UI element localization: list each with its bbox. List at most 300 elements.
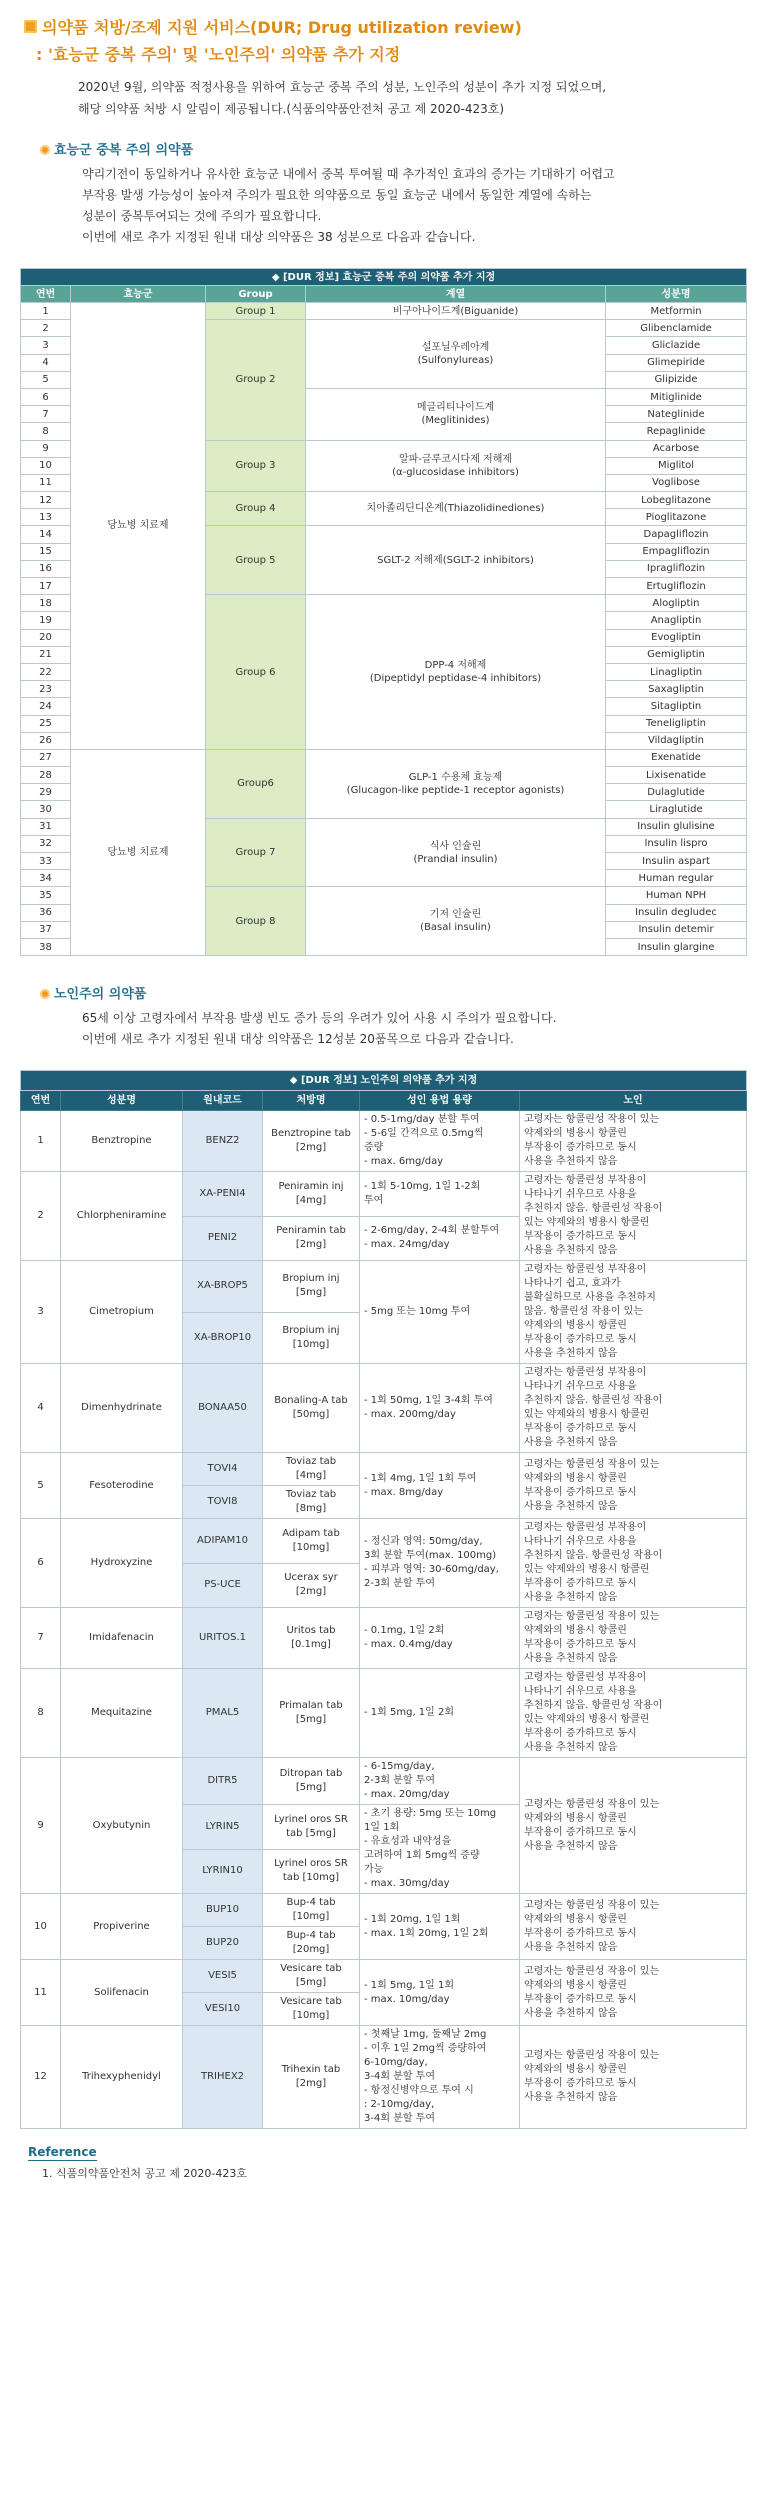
row-number: 4 xyxy=(21,354,71,371)
paragraph-line: 성분이 중복투여되는 것에 주의가 필요합니다. xyxy=(82,209,322,223)
class-cell xyxy=(306,440,606,492)
dose-line: - 1회 5mg, 1일 1회 xyxy=(364,1979,455,1991)
ingredient-cell: Glipizide xyxy=(606,371,747,388)
dose-cell xyxy=(360,2026,520,2129)
note-line: 약제와의 병용시 항콜린 xyxy=(524,1625,627,1637)
note-line: 나타나기 쉬우므로 사용을 xyxy=(524,1536,637,1548)
dose-line: - 0.5-1mg/day 분할 투여 xyxy=(364,1114,480,1126)
hospital-code: VESI5 xyxy=(183,1960,263,1993)
note-line: 부작용이 증가하므로 동시 xyxy=(524,2078,637,2090)
row-number: 11 xyxy=(21,1960,61,2026)
product-cell xyxy=(263,1111,360,1172)
class-line: 치아졸리딘디온계(Thiazolidinediones) xyxy=(366,503,545,515)
dose-line: 3회 분할 투여(max. 100mg) xyxy=(364,1550,497,1562)
hospital-code: XA-PENI4 xyxy=(183,1172,263,1217)
note-line: 불확실하므로 사용을 추천하지 xyxy=(524,1292,656,1304)
page-title: 의약품 처방/조제 지원 서비스(DUR; Drug utilization review) xyxy=(42,18,522,37)
note-line: 사용을 추천하지 않음 xyxy=(524,1592,618,1604)
product-line: [5mg] xyxy=(295,1714,327,1726)
product-line: Benztropine tab xyxy=(271,1128,351,1140)
dose-line: - 유효성과 내약성을 xyxy=(364,1836,452,1848)
note-line: 사용을 추천하지 않음 xyxy=(524,2092,618,2104)
dose-cell xyxy=(360,1519,520,1608)
row-number: 16 xyxy=(21,560,71,577)
note-line: 사용을 추천하지 않음 xyxy=(524,1348,618,1360)
ingredient-cell: Lobeglitazone xyxy=(606,492,747,509)
dose-cell xyxy=(360,1453,520,1519)
row-number: 4 xyxy=(21,1364,61,1453)
ingredient-cell: Human NPH xyxy=(606,887,747,904)
intro-line: 해당 의약품 처방 시 알림이 제공됩니다.(식품의약품안전처 공고 제 2020-423호) xyxy=(78,102,505,116)
product-line: tab [10mg] xyxy=(282,1872,340,1884)
ingredient-cell: Insulin glargine xyxy=(606,938,747,955)
elderly-note-cell xyxy=(520,1111,747,1172)
ingredient-cell: Ipragliflozin xyxy=(606,560,747,577)
class-cell xyxy=(306,492,606,526)
product-cell xyxy=(263,1312,360,1364)
product-line: Bup-4 tab xyxy=(286,1930,336,1942)
section2-text xyxy=(20,1004,746,1050)
class-line: (α-glucosidase inhibitors) xyxy=(392,466,519,478)
dose-line: - max. 1회 20mg, 1일 2회 xyxy=(364,1927,489,1939)
col-header: 노인 xyxy=(520,1091,747,1111)
product-cell xyxy=(263,1927,360,1960)
note-line: 나타나기 쉽고, 효과가 xyxy=(524,1278,621,1290)
product-cell xyxy=(263,1486,360,1519)
col-header: 성분명 xyxy=(61,1091,183,1111)
ingredient-cell: Ertugliflozin xyxy=(606,578,747,595)
hospital-code: XA-BROP10 xyxy=(183,1312,263,1364)
hospital-code: TOVI4 xyxy=(183,1453,263,1486)
row-number: 3 xyxy=(21,337,71,354)
row-number: 10 xyxy=(21,457,71,474)
product-line: [4mg] xyxy=(295,1470,327,1482)
dose-line: - max. 10mg/day xyxy=(364,1993,450,2005)
ingredient-cell: Mitiglinide xyxy=(606,388,747,405)
group-cell: Group 1 xyxy=(206,303,306,320)
row-number: 9 xyxy=(21,440,71,457)
row-number: 32 xyxy=(21,835,71,852)
section-heading-duplication xyxy=(20,142,746,160)
intro-line: 2020년 9월, 의약품 적정사용을 위하여 효능군 중복 주의 성분, 노인주의 성분이 추가 지정 되었으며, xyxy=(78,80,607,94)
table-row xyxy=(21,1894,747,1927)
table-row xyxy=(21,1758,747,1805)
ingredient-cell: Pioglitazone xyxy=(606,509,747,526)
class-line: 기저 인슐린 xyxy=(429,909,482,921)
hospital-code: PS-UCE xyxy=(183,1563,263,1608)
elderly-note-cell xyxy=(520,1608,747,1669)
note-line: 사용을 추천하지 않음 xyxy=(524,1653,618,1665)
hospital-code: ADIPAM10 xyxy=(183,1519,263,1564)
dose-line: - max. 200mg/day xyxy=(364,1409,456,1421)
ingredient-cell: Insulin degludec xyxy=(606,904,747,921)
intro-text xyxy=(20,70,746,120)
class-cell xyxy=(306,887,606,956)
product-line: Uritos tab xyxy=(286,1625,336,1637)
product-line: [5mg] xyxy=(295,1287,327,1299)
dose-line: - 1회 20mg, 1일 1회 xyxy=(364,1913,461,1925)
product-line: tab [5mg] xyxy=(286,1827,336,1839)
ingredient-cell: Dulaglutide xyxy=(606,784,747,801)
ingredient-cell: Repaglinide xyxy=(606,423,747,440)
class-cell xyxy=(306,526,606,595)
class-cell xyxy=(306,303,606,320)
row-number: 8 xyxy=(21,423,71,440)
ingredient-cell: Human regular xyxy=(606,870,747,887)
dose-cell xyxy=(360,1894,520,1960)
note-line: 약제와의 병용시 항콜린 xyxy=(524,1472,627,1484)
dose-line: - 초기 용량: 5mg 또는 10mg xyxy=(364,1808,497,1820)
class-line: (Dipeptidyl peptidase-4 inhibitors) xyxy=(369,673,542,685)
dose-line: - 0.1mg, 1일 2회 xyxy=(364,1625,445,1637)
note-line: 사용을 추천하지 않음 xyxy=(524,2007,618,2019)
product-cell xyxy=(263,1453,360,1486)
note-line: 부작용이 증가하므로 동시 xyxy=(524,1486,637,1498)
row-number: 31 xyxy=(21,818,71,835)
reference-section xyxy=(20,2145,746,2181)
row-number: 24 xyxy=(21,698,71,715)
class-cell xyxy=(306,388,606,440)
product-line: Vesicare tab xyxy=(280,1963,342,1975)
ingredient-cell: Glimepiride xyxy=(606,354,747,371)
table-row xyxy=(21,1960,747,1993)
row-number: 37 xyxy=(21,921,71,938)
product-line: [20mg] xyxy=(292,1944,330,1956)
hospital-code: LYRIN10 xyxy=(183,1849,263,1894)
note-line: 부작용이 증가하므로 동시 xyxy=(524,1142,637,1154)
row-number: 19 xyxy=(21,612,71,629)
row-number: 11 xyxy=(21,474,71,491)
row-number: 23 xyxy=(21,681,71,698)
note-line: 부작용이 증가하므로 동시 xyxy=(524,1231,637,1243)
note-line: 고령자는 항콜린성 부작용이 xyxy=(524,1672,647,1684)
note-line: 추천하지 않음. 항콜린성 작용이 xyxy=(524,1550,663,1562)
section-heading-elderly xyxy=(20,986,746,1004)
product-cell xyxy=(263,1758,360,1805)
row-number: 2 xyxy=(21,320,71,337)
dose-line: - max. 6mg/day xyxy=(364,1156,444,1168)
hospital-code: XA-BROP5 xyxy=(183,1261,263,1313)
row-number: 17 xyxy=(21,578,71,595)
note-line: 고령자는 항콜린성 작용이 있는 xyxy=(524,1899,660,1911)
col-header: 연번 xyxy=(21,286,71,303)
dose-line: 3-4회 분할 투여 xyxy=(364,2071,435,2083)
ingredient-cell: Alogliptin xyxy=(606,595,747,612)
row-number: 7 xyxy=(21,406,71,423)
table-row xyxy=(21,1453,747,1486)
class-line: (Basal insulin) xyxy=(420,922,491,934)
class-line: 식사 인슐린 xyxy=(429,840,482,852)
hospital-code: BUP20 xyxy=(183,1927,263,1960)
product-cell xyxy=(263,1216,360,1261)
product-line: [0.1mg] xyxy=(291,1639,331,1651)
ingredient-cell: Gliclazide xyxy=(606,337,747,354)
note-line: 사용을 추천하지 않음 xyxy=(524,1500,618,1512)
dose-line: - max. 20mg/day xyxy=(364,1789,450,1801)
product-line: [2mg] xyxy=(295,1142,327,1154)
ingredient-cell: Empagliflozin xyxy=(606,543,747,560)
dose-cell xyxy=(360,1608,520,1669)
note-line: 부작용이 증가하므로 동시 xyxy=(524,1826,637,1838)
dose-cell xyxy=(360,1364,520,1453)
row-number: 1 xyxy=(21,1111,61,1172)
dose-line: 1일 1회 xyxy=(364,1822,400,1834)
ingredient-name: Benztropine xyxy=(61,1111,183,1172)
section1-text xyxy=(20,160,746,248)
product-line: [10mg] xyxy=(292,1541,330,1553)
note-line: 부작용이 증가하므로 동시 xyxy=(524,1578,637,1590)
elderly-note-cell xyxy=(520,2026,747,2129)
table-row xyxy=(21,1364,747,1453)
dose-line: - 피부과 영역: 30-60mg/day, xyxy=(364,1564,499,1576)
efficacy-group-cell: 당뇨병 치료제 xyxy=(71,749,206,955)
dose-line: - 항정신병약으로 투여 시 xyxy=(364,2085,474,2097)
dose-line: 증량 xyxy=(364,1142,384,1154)
ingredient-cell: Sitagliptin xyxy=(606,698,747,715)
dose-line: - 2-6mg/day, 2-4회 분할투여 xyxy=(364,1225,500,1237)
row-number: 12 xyxy=(21,2026,61,2129)
product-cell xyxy=(263,1960,360,1993)
elderly-note-cell xyxy=(520,1519,747,1608)
hospital-code: DITR5 xyxy=(183,1758,263,1805)
dose-cell xyxy=(360,1805,520,1894)
paragraph-line: 이번에 새로 추가 지정된 원내 대상 의약품은 12성분 20품목으로 다음과 같습니다. xyxy=(82,1032,514,1047)
note-line: 사용을 추천하지 않음 xyxy=(524,1245,618,1257)
class-line: 알파-글루코시다제 저해제 xyxy=(398,453,513,465)
class-line: (Glucagon-like peptide-1 receptor agonists) xyxy=(346,784,565,796)
table-row xyxy=(21,1669,747,1758)
row-number: 6 xyxy=(21,1519,61,1608)
note-line: 고령자는 항콜린성 부작용이 xyxy=(524,1175,647,1187)
dose-line: - 1회 5-10mg, 1일 1-2회 xyxy=(364,1180,481,1192)
table-row xyxy=(21,2026,747,2129)
ingredient-cell: Dapagliflozin xyxy=(606,526,747,543)
note-line: 않음. 항콜린성 작용이 있는 xyxy=(524,1306,643,1318)
dose-cell xyxy=(360,1216,520,1261)
row-number: 27 xyxy=(21,749,71,766)
dose-line: - 이후 1일 2mg씩 증량하여 xyxy=(364,2043,487,2055)
note-line: 고령자는 항콜린성 부작용이 xyxy=(524,1522,647,1534)
hospital-code: TRIHEX2 xyxy=(183,2026,263,2129)
elderly-note-cell xyxy=(520,1960,747,2026)
ingredient-cell: Linagliptin xyxy=(606,663,747,680)
product-line: Peniramin tab xyxy=(276,1225,346,1237)
dose-line: 2-3회 분할 투여 xyxy=(364,1578,435,1590)
product-line: Ucerax syr xyxy=(284,1572,338,1584)
dose-line: - 1회 5mg, 1일 2회 xyxy=(364,1707,455,1719)
product-line: [10mg] xyxy=(292,1911,330,1923)
ingredient-cell: Vildagliptin xyxy=(606,732,747,749)
dose-line: - 5mg 또는 10mg 투여 xyxy=(364,1306,471,1318)
section-bullet-icon xyxy=(40,989,50,999)
elderly-note-cell xyxy=(520,1758,747,1894)
col-header: 계열 xyxy=(306,286,606,303)
row-number: 14 xyxy=(21,526,71,543)
dose-line: - max. 24mg/day xyxy=(364,1239,450,1251)
product-line: [8mg] xyxy=(295,1503,327,1515)
dose-line: - max. 30mg/day xyxy=(364,1878,450,1890)
elderly-note-cell xyxy=(520,1364,747,1453)
note-line: 약제와의 병용시 항콜린 xyxy=(524,1320,627,1332)
dose-line: 가능 xyxy=(364,1864,384,1876)
product-line: [10mg] xyxy=(292,2010,330,2022)
note-line: 약제와의 병용시 항콜린 xyxy=(524,2064,627,2076)
row-number: 1 xyxy=(21,303,71,320)
note-line: 부작용이 증가하므로 동시 xyxy=(524,1334,637,1346)
product-cell xyxy=(263,1993,360,2026)
product-line: Bup-4 tab xyxy=(286,1897,336,1909)
page-subtitle: : '효능군 중복 주의' 및 '노인주의' 의약품 추가 지정 xyxy=(36,45,401,64)
note-line: 사용을 추천하지 않음 xyxy=(524,1156,618,1168)
hospital-code: TOVI8 xyxy=(183,1486,263,1519)
ingredient-cell: Evogliptin xyxy=(606,629,747,646)
ingredient-cell: Teneligliptin xyxy=(606,715,747,732)
class-line: SGLT-2 저해제(SGLT-2 inhibitors) xyxy=(377,554,534,566)
row-number: 5 xyxy=(21,1453,61,1519)
row-number: 6 xyxy=(21,388,71,405)
table-row xyxy=(21,1261,747,1313)
class-cell xyxy=(306,818,606,887)
dose-line: - 6-15mg/day, xyxy=(364,1761,435,1773)
paragraph-line: 부작용 발생 가능성이 높아져 주의가 필요한 의약품으로 동일 효능군 내에서 동일한 계열에 속하는 xyxy=(82,188,592,202)
note-line: 사용을 추천하지 않음 xyxy=(524,1840,618,1852)
dose-line: - 첫째날 1mg, 둘째날 2mg xyxy=(364,2029,487,2041)
row-number: 10 xyxy=(21,1894,61,1960)
row-number: 26 xyxy=(21,732,71,749)
col-header: 연번 xyxy=(21,1091,61,1111)
row-number: 29 xyxy=(21,784,71,801)
ingredient-cell: Acarbose xyxy=(606,440,747,457)
note-line: 추천하지 않음. 항콜린성 작용이 xyxy=(524,1700,663,1712)
hospital-code: VESI10 xyxy=(183,1993,263,2026)
note-line: 고령자는 항콜린성 부작용이 xyxy=(524,1264,647,1276)
class-line: 설포닐우레아계 xyxy=(421,342,490,354)
note-line: 약제와의 병용시 항콜린 xyxy=(524,1913,627,1925)
group-cell: Group 4 xyxy=(206,492,306,526)
class-cell xyxy=(306,749,606,818)
row-number: 30 xyxy=(21,801,71,818)
note-line: 부작용이 증가하므로 동시 xyxy=(524,1927,637,1939)
row-number: 22 xyxy=(21,663,71,680)
elderly-note-cell xyxy=(520,1172,747,1261)
product-line: Vesicare tab xyxy=(280,1996,342,2008)
dose-cell xyxy=(360,1758,520,1805)
row-number: 25 xyxy=(21,715,71,732)
ingredient-name: Mequitazine xyxy=(61,1669,183,1758)
row-number: 9 xyxy=(21,1758,61,1894)
product-line: Bropium inj xyxy=(282,1324,340,1336)
product-line: [10mg] xyxy=(292,1338,330,1350)
dose-line: - 1회 50mg, 1일 3-4회 투여 xyxy=(364,1395,493,1407)
elderly-table xyxy=(20,1070,747,2129)
product-line: Bonaling-A tab xyxy=(274,1395,348,1407)
product-cell xyxy=(263,1519,360,1564)
col-header: Group xyxy=(206,286,306,303)
row-number: 34 xyxy=(21,870,71,887)
ingredient-cell: Insulin detemir xyxy=(606,921,747,938)
product-cell xyxy=(263,1172,360,1217)
class-line: (Sulfonylureas) xyxy=(417,355,494,367)
ingredient-name: Solifenacin xyxy=(61,1960,183,2026)
note-line: 고령자는 항콜린성 작용이 있는 xyxy=(524,1458,660,1470)
class-line: GLP-1 수용체 효능제 xyxy=(408,771,503,783)
note-line: 약제와의 병용시 항콜린 xyxy=(524,1812,627,1824)
dose-line: 투여 xyxy=(364,1194,384,1206)
note-line: 사용을 추천하지 않음 xyxy=(524,1742,618,1754)
product-cell xyxy=(263,1563,360,1608)
product-line: Primalan tab xyxy=(279,1700,343,1712)
row-number: 13 xyxy=(21,509,71,526)
note-line: 사용을 추천하지 않음 xyxy=(524,1941,618,1953)
duplication-table-body xyxy=(21,303,747,956)
ingredient-cell: Glibenclamide xyxy=(606,320,747,337)
product-line: Lyrinel oros SR xyxy=(274,1858,348,1870)
row-number: 36 xyxy=(21,904,71,921)
ingredient-name: Hydroxyzine xyxy=(61,1519,183,1608)
product-line: Trihexin tab xyxy=(281,2064,341,2076)
note-line: 부작용이 증가하므로 동시 xyxy=(524,1728,637,1740)
table-caption: ◆ [DUR 정보] 효능군 중복 주의 의약품 추가 지정 xyxy=(21,269,747,286)
row-number: 12 xyxy=(21,492,71,509)
product-line: [2mg] xyxy=(295,1586,327,1598)
class-line: 비구아나이드계(Biguanide) xyxy=(392,305,519,317)
group-cell: Group 8 xyxy=(206,887,306,956)
title-bullet-icon xyxy=(24,20,37,33)
ingredient-name: Oxybutynin xyxy=(61,1758,183,1894)
paragraph-line: 약리기전이 동일하거나 유사한 효능군 내에서 중복 투여될 때 추가적인 효과의 증가는 기대하기 어렵고 xyxy=(82,167,615,181)
table-row xyxy=(21,749,747,766)
ingredient-name: Chlorpheniramine xyxy=(61,1172,183,1261)
elderly-table-body xyxy=(21,1111,747,2129)
section-heading-text: 노인주의 의약품 xyxy=(54,987,147,1003)
elderly-note-cell xyxy=(520,1261,747,1364)
elderly-note-cell xyxy=(520,1453,747,1519)
note-line: 고령자는 항콜린성 작용이 있는 xyxy=(524,1611,660,1623)
product-line: [50mg] xyxy=(292,1409,330,1421)
product-line: [5mg] xyxy=(295,1782,327,1794)
product-cell xyxy=(263,1669,360,1758)
product-cell xyxy=(263,1364,360,1453)
ingredient-cell: Liraglutide xyxy=(606,801,747,818)
class-cell xyxy=(306,320,606,389)
group-cell: Group 2 xyxy=(206,320,306,440)
table-caption: ◆ [DUR 정보] 노인주의 의약품 추가 지정 xyxy=(21,1071,747,1091)
dose-line: - 정신과 영역: 50mg/day, xyxy=(364,1536,483,1548)
ingredient-cell: Nateglinide xyxy=(606,406,747,423)
hospital-code: BENZ2 xyxy=(183,1111,263,1172)
note-line: 고령자는 항콜린성 작용이 있는 xyxy=(524,2050,660,2062)
ingredient-cell: Insulin aspart xyxy=(606,853,747,870)
table-row xyxy=(21,1608,747,1669)
note-line: 나타나기 쉬우므로 사용을 xyxy=(524,1189,637,1201)
col-header: 성인 용법 용량 xyxy=(360,1091,520,1111)
title-block xyxy=(20,0,746,70)
dose-line: 3-4회 분할 투여 xyxy=(364,2113,435,2125)
ingredient-cell: Exenatide xyxy=(606,749,747,766)
dose-line: - max. 8mg/day xyxy=(364,1486,444,1498)
row-number: 28 xyxy=(21,767,71,784)
product-line: Bropium inj xyxy=(282,1273,340,1285)
ingredient-cell: Anagliptin xyxy=(606,612,747,629)
row-number: 38 xyxy=(21,938,71,955)
col-header: 원내코드 xyxy=(183,1091,263,1111)
row-number: 5 xyxy=(21,371,71,388)
product-cell xyxy=(263,1894,360,1927)
product-cell xyxy=(263,1261,360,1313)
hospital-code: PMAL5 xyxy=(183,1669,263,1758)
dose-line: 고려하여 1회 5mg씩 증량 xyxy=(364,1850,480,1862)
efficacy-group-cell: 당뇨병 치료제 xyxy=(71,303,206,750)
